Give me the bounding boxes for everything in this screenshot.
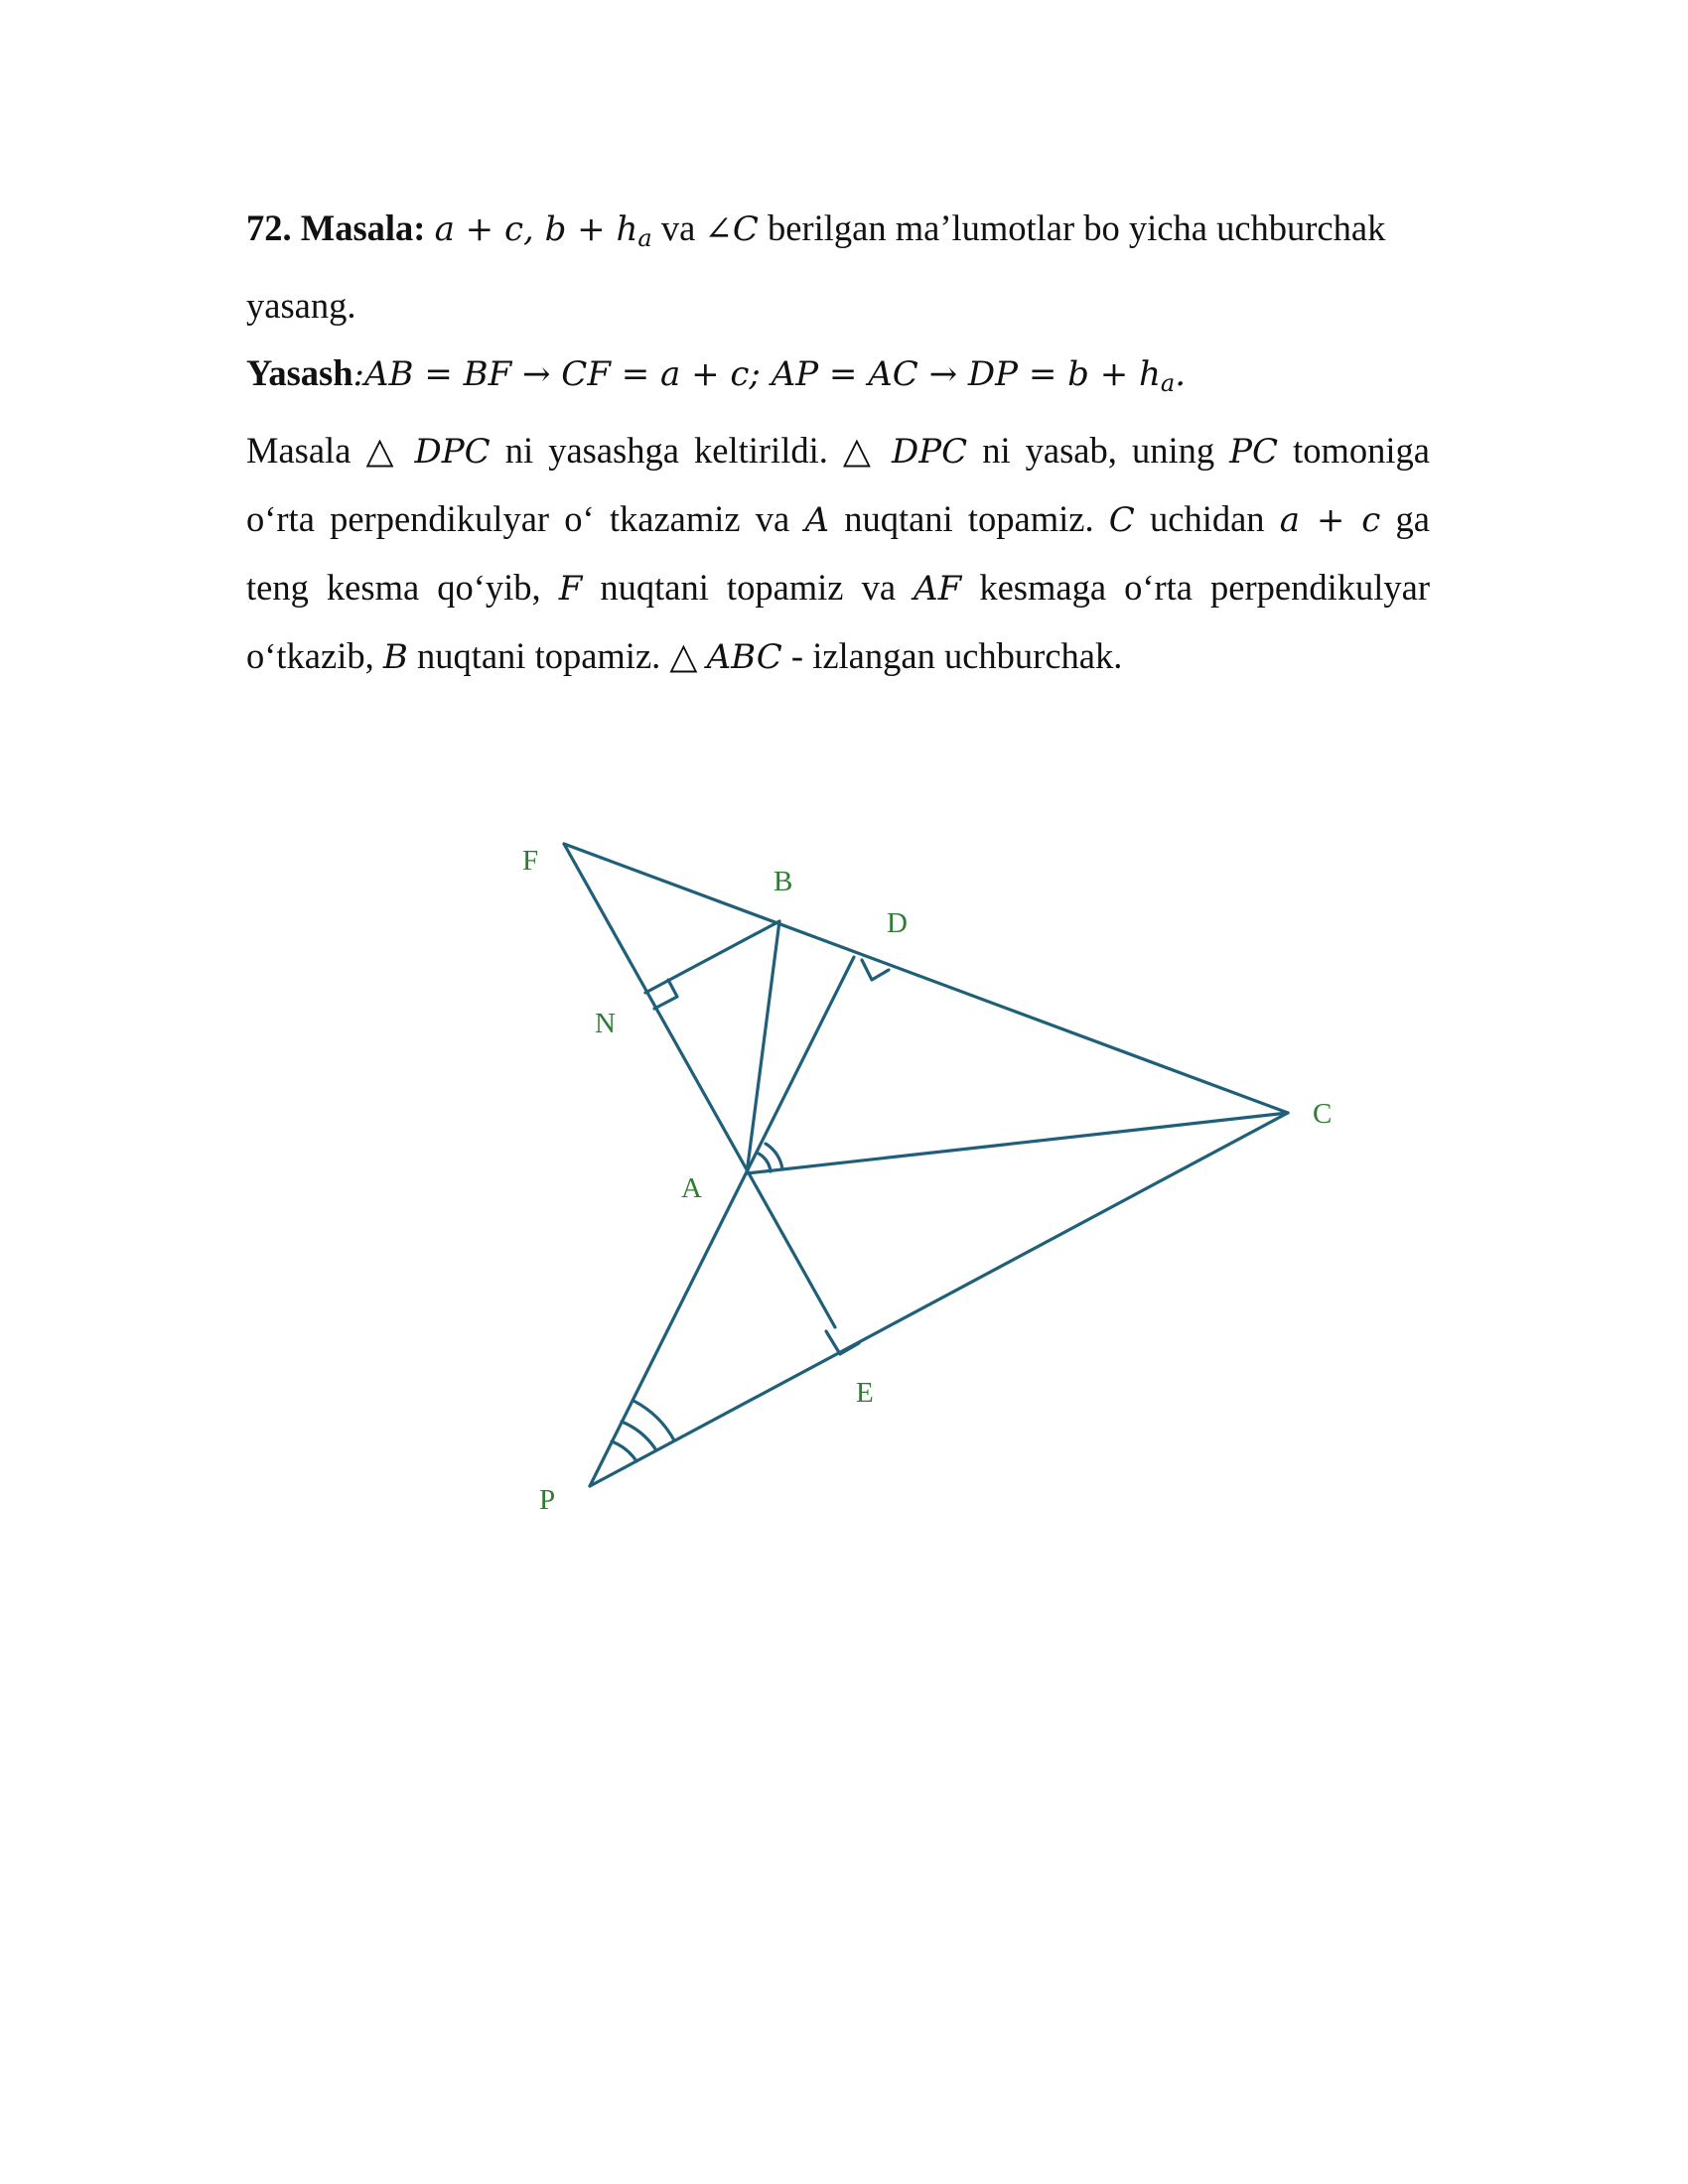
point-label-C: C xyxy=(1313,1098,1333,1130)
text-run: o‘tkazib, xyxy=(246,635,383,676)
math-run: F xyxy=(558,569,583,609)
angle-mark-A-inner xyxy=(759,1154,771,1171)
angle-mark-P-inner xyxy=(612,1441,636,1461)
text-run: kesmaga o‘rta perpendikulyar xyxy=(961,567,1430,608)
point-label-N: N xyxy=(595,1008,616,1039)
math-run: AF xyxy=(914,569,962,609)
text-run: nuqtani topamiz va xyxy=(582,567,914,608)
point-label-F: F xyxy=(522,845,539,877)
construction-label: Yasash xyxy=(246,352,353,393)
segment-PD xyxy=(590,957,854,1486)
text-run: - izlangan uchburchak. xyxy=(781,635,1123,676)
segment-FP xyxy=(564,844,835,1327)
math-run: a + c xyxy=(1279,500,1381,540)
math-run: PC xyxy=(1229,432,1279,472)
text-run: teng kesma qo‘yib, xyxy=(246,567,559,608)
math-run: B xyxy=(382,637,408,677)
text-run: nuqtani topamiz. xyxy=(829,498,1109,539)
math-run: DPC xyxy=(414,432,491,472)
text-run: o‘rta perpendikulyar o‘ tkazamiz va xyxy=(246,498,805,539)
point-label-A: A xyxy=(681,1172,702,1204)
point-label-D: D xyxy=(887,907,908,939)
text-run: tomoniga xyxy=(1278,430,1430,471)
construction-formula-end: . xyxy=(1175,354,1187,394)
right-angle-mark-N xyxy=(654,980,677,1009)
word-va: va xyxy=(660,207,696,248)
text-run: uchidan xyxy=(1134,498,1280,539)
given-angle: ∠C xyxy=(704,209,759,249)
text-run: ga xyxy=(1380,498,1430,539)
problem-text-1: berilgan ma’lumotlar bo yicha uchburchak xyxy=(768,207,1386,248)
angle-mark-P-mid xyxy=(622,1422,656,1450)
point-label-E: E xyxy=(856,1377,874,1409)
segment-PC xyxy=(590,1113,1288,1486)
given-expression: a + c, b + h xyxy=(434,209,638,249)
point-label-B: B xyxy=(774,866,793,897)
angle-mark-P-outer xyxy=(633,1401,674,1440)
text-run: ni yasab, uning xyxy=(967,430,1230,471)
math-run: C xyxy=(1108,500,1135,540)
point-label-P: P xyxy=(539,1484,556,1516)
text-run: nuqtani topamiz. △ xyxy=(407,635,707,676)
given-expression-subscript: a xyxy=(637,224,652,252)
construction-formula: :AB = BF → CF = a + c; AP = AC → DP = b + h xyxy=(352,354,1161,394)
math-run: A xyxy=(804,500,829,540)
segment-AC xyxy=(747,1113,1288,1173)
text-run: ni yasashga keltirildi. △ xyxy=(490,430,892,471)
problem-line-2: yasang. xyxy=(246,285,356,326)
text-run: Masala △ xyxy=(246,430,415,471)
segment-NB xyxy=(645,921,779,993)
math-run: DPC xyxy=(891,432,968,472)
construction-formula-subscript: a xyxy=(1160,369,1176,397)
math-run: ABC xyxy=(706,637,782,677)
problem-number: 72. Masala: xyxy=(246,207,426,248)
